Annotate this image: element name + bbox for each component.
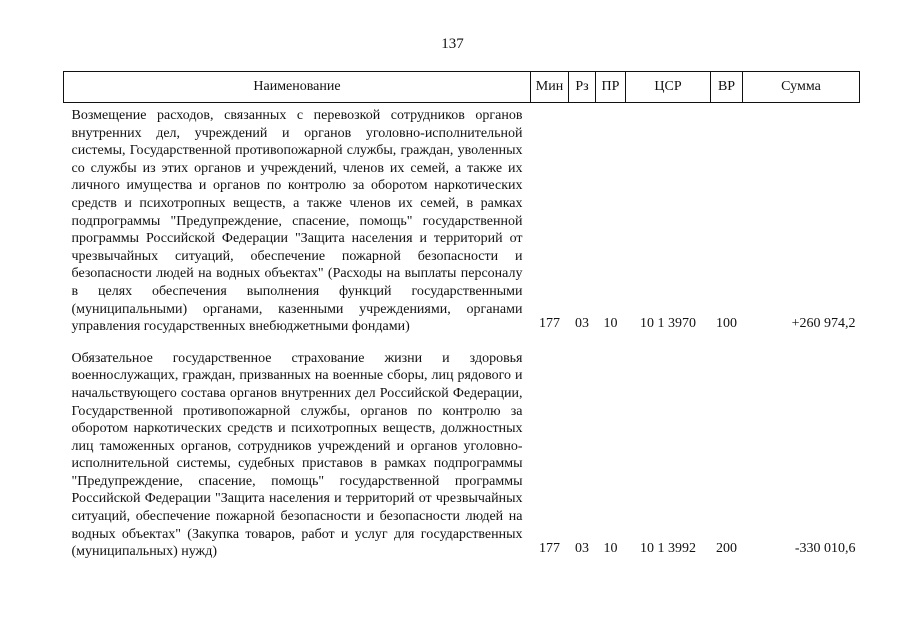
- row-vr: 100: [716, 316, 737, 332]
- page-number: 137: [441, 36, 464, 52]
- header-pr: ПР: [596, 72, 626, 103]
- budget-table: [63, 71, 860, 561]
- row-pr: 10: [603, 541, 618, 557]
- header-csr: ЦСР: [626, 72, 711, 103]
- header-sum: Сумма: [743, 72, 860, 103]
- row-name: Обязательное государственное страхование жизни и здоровья военнослужащих, граждан, призванных на военные сборы, лиц рядового и начальствующего состава органов внутренних дел Российской Федерации, Государственной противопожарной службы, органов по контролю за оборотом наркотических средств и психотропных веществ, должностных лиц таможенных органов, сотрудников учреждений и органов уголовно-исполнительной системы, судебных приставов в рамках подпрограммы "Предупреждение, спасение, помощь" государственной программы Российской Федерации "Защита населения и территорий от чрезвычайных ситуаций, обеспечение пожарной безопасности и безопасности людей на водных объектах" (Закупка товаров, работ и услуг для государственных (муниципальных) нужд): [71, 350, 523, 560]
- row-sum: -330 010,6: [794, 541, 856, 557]
- row-rz: 03: [575, 316, 589, 332]
- table-row: [64, 346, 860, 561]
- row-min: 177: [539, 316, 560, 332]
- row-name: Возмещение расходов, связанных с перевозкой сотрудников органов внутренних дел, учреждений и органов уголовно-исполнительной системы, Государственной противопожарной службы, граждан, уволенных со службы из этих органов и учреждений, членов их семей, а также их личного имущества и органов по контролю за оборотом наркотических средств и психотропных веществ, а также членов их семей, в рамках подпрограммы "Предупреждение, спасение, помощь" государственной программы Российской Федерации "Защита населения и территорий от чрезвычайных ситуаций, обеспечение пожарной безопасности и безопасности людей на водных объектах" (Расходы на выплаты персоналу в целях обеспечения выполнения функций государственными (муниципальными) органами, казенными учреждениями, органами управления государственных внебюджетными фондами): [71, 108, 523, 335]
- table-header-row: [64, 72, 860, 103]
- header-min: Мин: [531, 72, 569, 103]
- row-min: 177: [539, 541, 560, 557]
- header-name: Наименование: [64, 72, 531, 103]
- header-rz: Рз: [569, 72, 596, 103]
- header-vr: ВР: [711, 72, 743, 103]
- table-row: [64, 103, 860, 336]
- row-csr: 10 1 3970: [640, 316, 696, 332]
- row-sum: +260 974,2: [791, 316, 856, 332]
- row-pr: 10: [603, 316, 618, 332]
- row-spacer: [64, 336, 860, 346]
- row-csr: 10 1 3992: [640, 541, 696, 557]
- row-rz: 03: [575, 541, 589, 557]
- row-vr: 200: [716, 541, 737, 557]
